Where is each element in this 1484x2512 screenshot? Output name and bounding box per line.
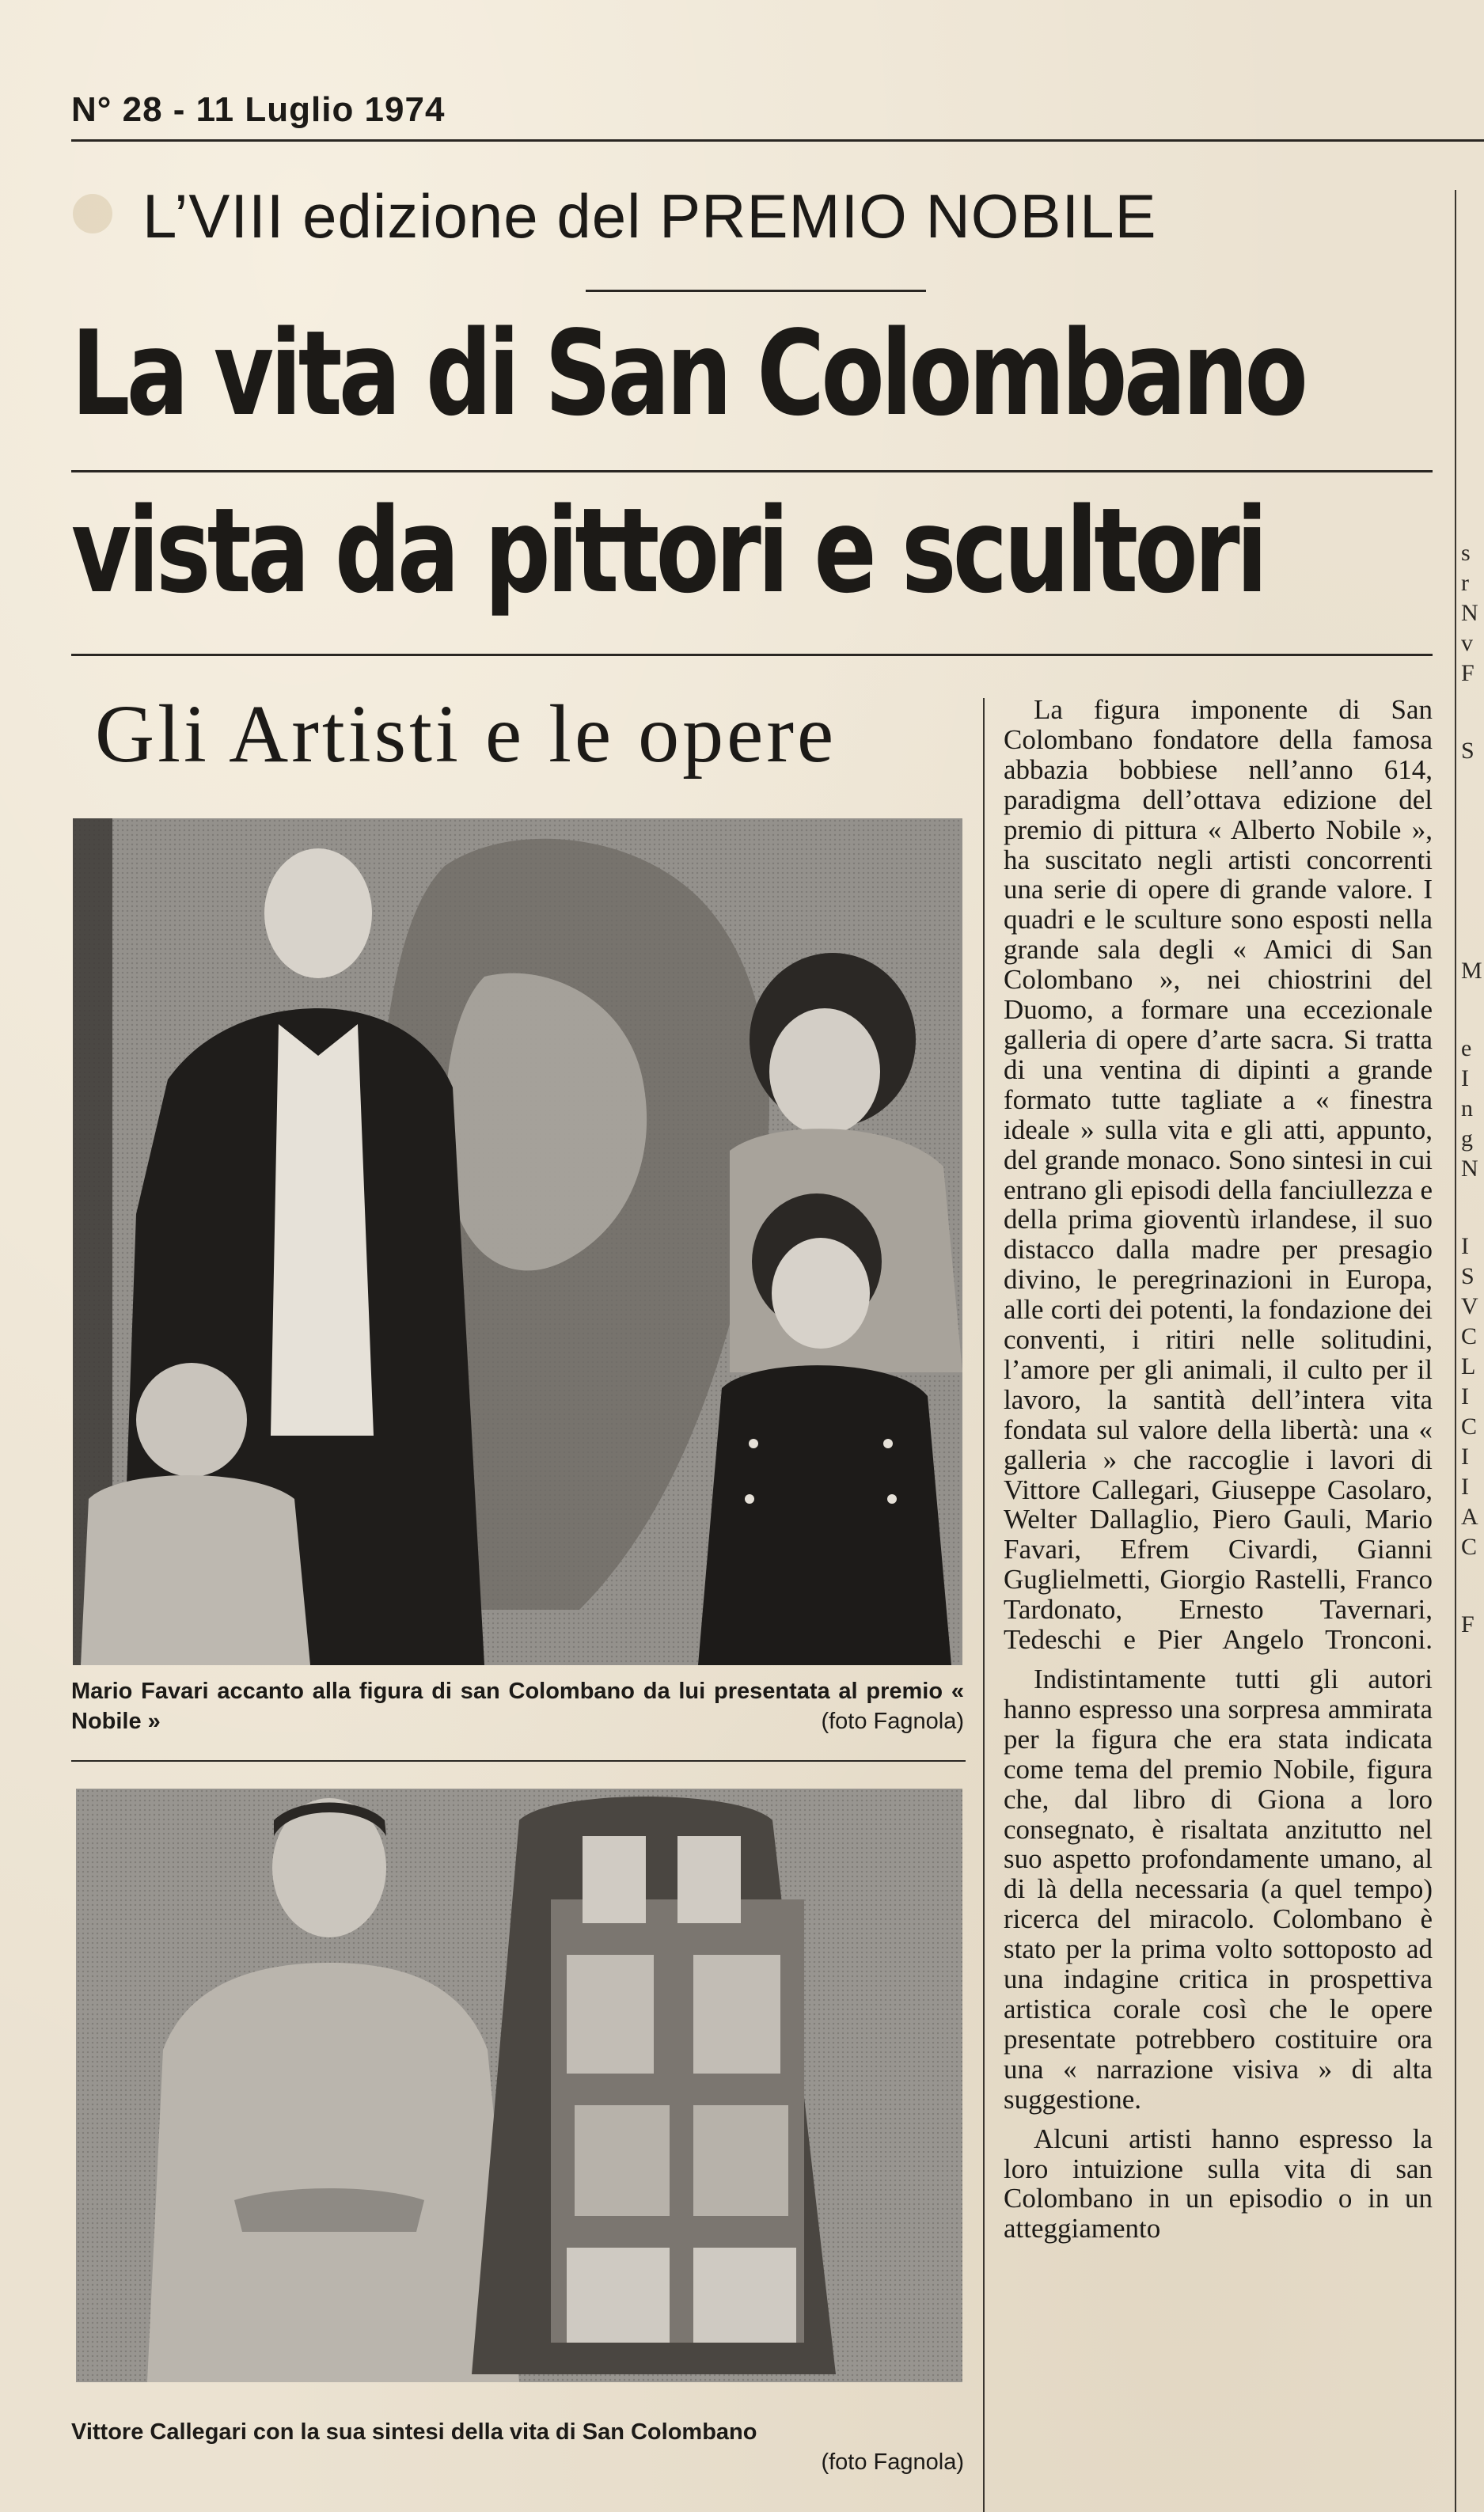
photo-mario-favari (73, 818, 962, 1665)
photo-illustration (73, 818, 962, 1665)
headline-bottom-rule (71, 654, 1433, 656)
article-paragraph-2: Indistintamente tutti gli autori hanno espresso una sorpresa ammirata per la figura che era stata indicata come tema del premio Nobile, figura che, dal libro di Giona a loro consegnato, è risaltata anzitutto nel suo aspetto profondamente umano, al di là della necessaria (a quel tempo) ricerca del miracolo. Colombano è stato per la prima volto sottoposto ad una indagine critica in prospettiva artistica corale così che le opere presentate potrebbero costituire ora una « narrazione visiva » di alta suggestione. (1004, 1664, 1433, 2115)
edge-letter: N (1461, 1155, 1478, 1182)
edge-letter: C (1461, 1323, 1478, 1349)
photo-credit-1: (foto Fagnola) (821, 1709, 964, 1734)
edge-letter: I (1461, 1233, 1469, 1259)
edge-letter: e (1461, 1035, 1472, 1061)
edge-letter: S (1461, 738, 1475, 764)
section-title: Gli Artisti e le opere (95, 689, 837, 780)
photo-separator (71, 1760, 966, 1762)
edge-letter: C (1461, 1413, 1478, 1440)
edge-letter: F (1461, 1611, 1475, 1637)
edge-letter: C (1461, 1534, 1478, 1560)
photo-caption-1: Mario Favari accanto alla figura di san Colombano da lui presentata al premio « Nobile » (71, 1679, 964, 1734)
article-text (1004, 695, 1433, 2244)
headline-line-2: vista da pittori e scultori (71, 483, 1265, 619)
photo-credit-2: (foto Fagnola) (821, 2449, 964, 2475)
article-paragraph-3: Alcuni artisti hanno espresso la loro intuizione sulla vita di san Colombano in un episodio o in un atteggiamento (1004, 2123, 1433, 2244)
masthead-rule (71, 139, 1484, 142)
issue-line: N° 28 - 11 Luglio 1974 (71, 90, 446, 129)
photo-caption-2: Vittore Callegari con la sua sintesi della vita di San Colombano (71, 2419, 757, 2445)
headline-line-1: La vita di San Colombano (71, 305, 1305, 442)
edge-letter: v (1461, 630, 1473, 656)
edge-letter: L (1461, 1353, 1476, 1379)
edge-letter: I (1461, 1444, 1469, 1470)
edge-letter: g (1461, 1125, 1473, 1152)
paper-stain (73, 194, 112, 233)
edge-letter: I (1461, 1383, 1469, 1410)
edge-letter: N (1461, 600, 1478, 626)
edge-letter: s (1461, 540, 1471, 566)
edge-letter: M (1461, 958, 1482, 984)
photo-vittore-callegari (76, 1789, 962, 2382)
edge-letter: F (1461, 660, 1475, 686)
edge-letter: r (1461, 570, 1469, 596)
edge-column-rule (1455, 190, 1456, 2512)
edge-fragments (1461, 538, 1482, 1640)
edge-letter: A (1461, 1504, 1478, 1530)
article-paragraph-1: La figura imponente di San Colombano fondatore della famosa abbazia bobbiese nell’anno 614, paradigma dell’ottava edizione del premio di pittura « Alberto Nobile », ha suscitato negli artisti concorrenti una serie di opere di grande valore. I quadri e le sculture sono esposti nella grande sala degli « Amici di San Colombano », nei chiostrini del Duomo, a formare una eccezionale galleria di opere d’arte sacra. Si tratta di una ventina di dipinti a grande formato tutte tagliate a « finestra ideale » sulla vita e gli atti, appunto, del grande monaco. Sono sintesi in cui entrano gli episodi della fanciullezza e della prima gioventù irlandese, il suo distacco dalla madre per presagio divino, le peregrinazioni in Europa, alle corti dei potenti, la fondazione dei conventi, i ritiri nelle solitudini, l’amore per gli animali, il culto per il lavoro, la santità dell’intera vita fondata sul valore della libertà: una « galleria » che raccoglie i lavori di Vittore Callegari, Giuseppe Casolaro, Welter Dallaglio, Piero Gauli, Mario Favari, Efrem Civardi, Gianni Guglielmetti, Giorgio Rastelli, Franco Tardonato, Ernesto Tavernari, Tedeschi e Pier Angelo Tronconi. (1004, 694, 1433, 1656)
photo-illustration-2 (76, 1789, 962, 2382)
edge-letter: I (1461, 1474, 1469, 1500)
kicker-rule (586, 290, 926, 292)
edge-letter: V (1461, 1293, 1478, 1319)
kicker-title: L’VIII edizione del PREMIO NOBILE (142, 181, 1157, 251)
edge-letter: I (1461, 1065, 1469, 1091)
column-rule (983, 698, 985, 2512)
edge-letter: n (1461, 1095, 1473, 1121)
edge-letter: S (1461, 1263, 1475, 1289)
headline-rule (71, 470, 1433, 472)
